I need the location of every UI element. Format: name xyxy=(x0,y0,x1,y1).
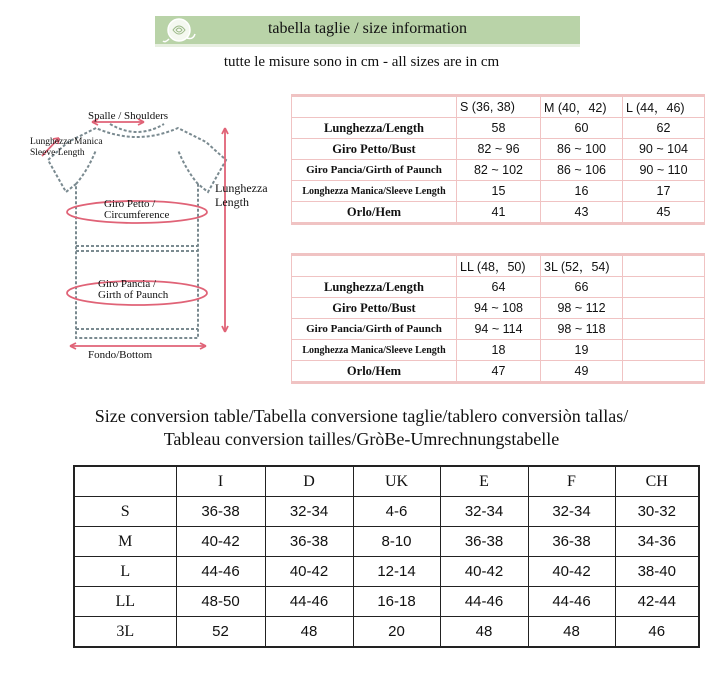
table-cell: 48 xyxy=(265,617,353,648)
conversion-title-line2: Tableau conversion tailles/GròBe-Umrechnungstabelle xyxy=(163,429,560,449)
row-label: Giro Pancia/Girth of Paunch xyxy=(292,319,457,340)
size-table-ll-3l xyxy=(291,253,705,384)
table-cell: 86 ~ 100 xyxy=(541,139,623,160)
table-cell: 98 ~ 112 xyxy=(541,298,623,319)
row-label: Longhezza Manica/Sleeve Length xyxy=(292,340,457,361)
table-cell: 82 ~ 102 xyxy=(457,160,541,181)
table-cell: 86 ~ 106 xyxy=(541,160,623,181)
table-cell: 48 xyxy=(440,617,528,648)
table-row xyxy=(74,527,699,557)
table-cell: 42-44 xyxy=(615,587,699,617)
table-cell: 32-34 xyxy=(265,497,353,527)
row-label: 3L xyxy=(74,617,176,648)
table-row xyxy=(292,139,705,160)
table-cell xyxy=(623,277,705,298)
table-row xyxy=(292,340,705,361)
table-row xyxy=(74,497,699,527)
table-cell: 46 xyxy=(615,617,699,648)
header-cell: CH xyxy=(615,466,699,497)
shoulders-label: Spalle / Shoulders xyxy=(88,110,169,122)
row-label: M xyxy=(74,527,176,557)
paunch-label-line2: Girth of Paunch xyxy=(98,289,169,301)
table-cell: 82 ~ 96 xyxy=(457,139,541,160)
table-cell: 15 xyxy=(457,181,541,202)
table-cell: 44-46 xyxy=(176,557,265,587)
chest-label-line1: Giro Petto / xyxy=(104,198,156,210)
table-cell: 34-36 xyxy=(615,527,699,557)
sleeve-label-line1: Lunghezza Manica xyxy=(30,137,103,147)
table-cell: 18 xyxy=(457,340,541,361)
size-conversion-table xyxy=(73,465,700,648)
table-cell: 36-38 xyxy=(440,527,528,557)
table-cell: 43 xyxy=(541,202,623,224)
header-cell: D xyxy=(265,466,353,497)
table-cell: 32-34 xyxy=(528,497,615,527)
header-cell: S (36, 38) xyxy=(457,96,541,118)
table-cell: 58 xyxy=(457,118,541,139)
size-table-s-m-l xyxy=(291,94,705,225)
table-cell: 52 xyxy=(176,617,265,648)
table-cell: 94 ~ 114 xyxy=(457,319,541,340)
table-cell: 40-42 xyxy=(265,557,353,587)
size-table-header-row xyxy=(292,96,705,118)
table-cell: 48 xyxy=(528,617,615,648)
table-cell: 64 xyxy=(457,277,541,298)
row-label: Giro Pancia/Girth of Paunch xyxy=(292,160,457,181)
bottom-label: Fondo/Bottom xyxy=(88,349,153,361)
table-cell: 40-42 xyxy=(528,557,615,587)
header-cell xyxy=(623,255,705,277)
header-cell: LL (48，50) xyxy=(457,255,541,277)
table-cell: 30-32 xyxy=(615,497,699,527)
table-cell: 66 xyxy=(541,277,623,298)
table-row xyxy=(292,181,705,202)
table-cell: 90 ~ 110 xyxy=(623,160,705,181)
table-cell: 8-10 xyxy=(353,527,440,557)
table-cell xyxy=(623,340,705,361)
table-cell: 94 ~ 108 xyxy=(457,298,541,319)
table-cell: 41 xyxy=(457,202,541,224)
table-row xyxy=(292,319,705,340)
table-cell: 40-42 xyxy=(440,557,528,587)
table-cell: 44-46 xyxy=(265,587,353,617)
table-row xyxy=(292,298,705,319)
row-label: LL xyxy=(74,587,176,617)
table-row xyxy=(74,587,699,617)
chest-label-line2: Circumference xyxy=(104,209,170,221)
table-cell: 48-50 xyxy=(176,587,265,617)
header-cell: M (40，42) xyxy=(541,96,623,118)
header-cell xyxy=(292,255,457,277)
row-label: Lunghezza/Length xyxy=(292,118,457,139)
table-row xyxy=(74,557,699,587)
row-label: Orlo/Hem xyxy=(292,361,457,383)
length-label-line1: Lunghezza xyxy=(215,181,268,195)
row-label: L xyxy=(74,557,176,587)
table-cell: 38-40 xyxy=(615,557,699,587)
table-cell: 32-34 xyxy=(440,497,528,527)
sleeve-label-line2: Sleeve Length xyxy=(30,148,85,158)
table-cell: 60 xyxy=(541,118,623,139)
row-label: S xyxy=(74,497,176,527)
length-label-line2: Length xyxy=(215,195,249,209)
table-cell: 16-18 xyxy=(353,587,440,617)
paunch-label-line1: Giro Pancia / xyxy=(98,278,157,290)
row-label: Longhezza Manica/Sleeve Length xyxy=(292,181,457,202)
conversion-header-row xyxy=(74,466,699,497)
banner-title: tabella taglie / size information xyxy=(267,20,468,37)
table-cell: 36-38 xyxy=(528,527,615,557)
header-cell: E xyxy=(440,466,528,497)
header-cell: I xyxy=(176,466,265,497)
table-cell: 62 xyxy=(623,118,705,139)
table-cell: 17 xyxy=(623,181,705,202)
table-cell: 4-6 xyxy=(353,497,440,527)
table-cell: 12-14 xyxy=(353,557,440,587)
table-row xyxy=(292,202,705,224)
table-cell: 36-38 xyxy=(265,527,353,557)
title-banner xyxy=(155,16,580,47)
units-note: tutte le misure sono in cm - all sizes are in cm xyxy=(223,54,500,70)
header-cell: L (44，46) xyxy=(623,96,705,118)
table-cell: 44-46 xyxy=(440,587,528,617)
table-cell: 20 xyxy=(353,617,440,648)
table-cell xyxy=(623,298,705,319)
table-cell: 36-38 xyxy=(176,497,265,527)
garment-diagram xyxy=(26,100,282,370)
row-label: Orlo/Hem xyxy=(292,202,457,224)
table-cell: 16 xyxy=(541,181,623,202)
table-row xyxy=(292,160,705,181)
table-cell xyxy=(623,319,705,340)
size-table-header-row xyxy=(292,255,705,277)
table-cell: 45 xyxy=(623,202,705,224)
table-cell: 19 xyxy=(541,340,623,361)
table-cell: 90 ~ 104 xyxy=(623,139,705,160)
row-label: Giro Petto/Bust xyxy=(292,298,457,319)
table-cell: 98 ~ 118 xyxy=(541,319,623,340)
table-cell: 47 xyxy=(457,361,541,383)
table-cell: 44-46 xyxy=(528,587,615,617)
table-cell: 40-42 xyxy=(176,527,265,557)
table-row xyxy=(74,617,699,648)
header-cell xyxy=(74,466,176,497)
row-label: Lunghezza/Length xyxy=(292,277,457,298)
conversion-title xyxy=(0,405,723,451)
header-cell: 3L (52，54) xyxy=(541,255,623,277)
table-row xyxy=(292,277,705,298)
header-cell: F xyxy=(528,466,615,497)
header-cell xyxy=(292,96,457,118)
row-label: Giro Petto/Bust xyxy=(292,139,457,160)
table-cell: 49 xyxy=(541,361,623,383)
conversion-title-line1: Size conversion table/Tabella conversione taglie/tablero conversiòn tallas/ xyxy=(94,406,629,426)
table-cell xyxy=(623,361,705,383)
table-row xyxy=(292,118,705,139)
table-row xyxy=(292,361,705,383)
header-cell: UK xyxy=(353,466,440,497)
